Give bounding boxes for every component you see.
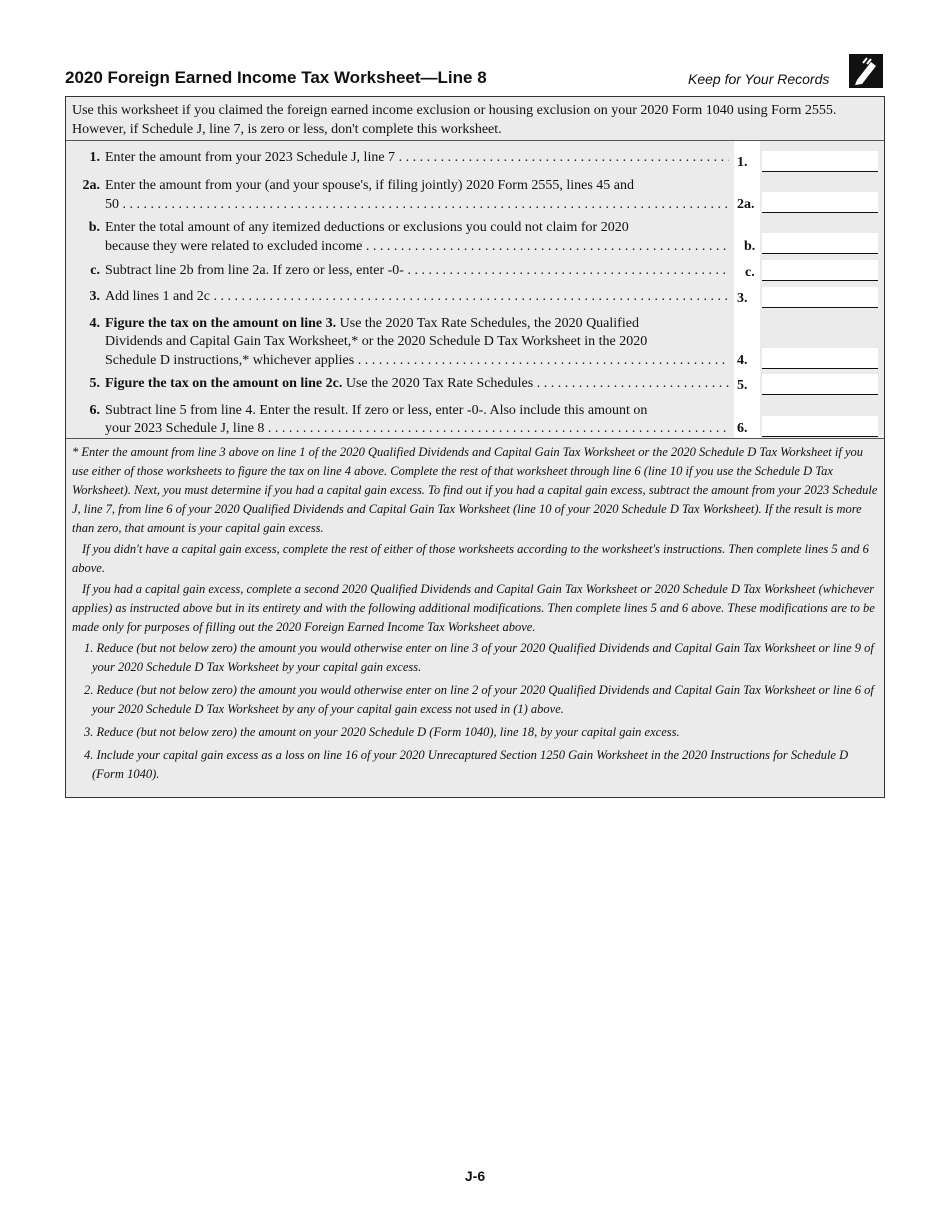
line-number: 4. — [89, 316, 100, 331]
line-text: Subtract line 2b from line 2a. If zero or less, enter -0- . . . — [105, 262, 729, 280]
page-number: J-6 — [464, 1168, 486, 1184]
line-number: 5. — [89, 376, 100, 391]
line-3-label: 3. — [737, 291, 748, 306]
line-2c-label: c. — [745, 265, 755, 280]
line-text: Add lines 1 and 2c . . . — [105, 288, 729, 306]
footnote-paragraph: If you had a capital gain excess, complete a second 2020 Qualified Dividends and Capital Gain Tax Worksheet or 2020 Schedule D Tax Worksheet (whichever applies) as instructed above but in its entirety and with the following additional modifications. Then complete lines 5 and 6 above. These modifications are to be made only for purposes of filling out the 2020 Foreign Earned Income Tax Worksheet above. — [72, 582, 875, 634]
line-text: Enter the amount from your 2023 Schedule J, line 7 . . . — [105, 149, 729, 167]
footnote-paragraph: * Enter the amount from line 3 above on line 1 of the 2020 Qualified Dividends and Capital Gain Tax Worksheet or the 2020 Schedule D Tax Worksheet if you use either of those worksheets to figure the tax on line 4 above. Complete the rest of that worksheet through line 6 (line 10 if you use the Schedule D Tax Worksheet). Next, you must determine if you had a capital gain excess. To find out if you had a capital gain excess, subtract the amount from your 2023 Schedule J, line 7, from line 6 of your 2020 Qualified Dividends and Capital Gain Tax Worksheet (line 10 of your 2020 Schedule D Tax Worksheet). If the result is more than zero, that amount is your capital gain excess. — [72, 445, 878, 535]
line-3-amount-field[interactable] — [762, 287, 878, 308]
worksheet-header — [65, 54, 885, 94]
line-text: Enter the total amount of any itemized deductions or exclusions you could not claim for 2020 — [105, 220, 629, 235]
line-2a-amount-field[interactable] — [762, 192, 878, 213]
line-text: your 2023 Schedule J, line 8 . . . — [105, 420, 729, 438]
line-1-label: 1. — [737, 155, 748, 170]
line-1-amount-field[interactable] — [762, 151, 878, 172]
worksheet-lines — [66, 141, 884, 439]
line-2b-label: b. — [744, 239, 756, 254]
line-6-label: 6. — [737, 421, 748, 436]
pencil-icon — [849, 54, 883, 88]
line-text: Figure the tax on the amount on line 3. Use the 2020 Tax Rate Schedules, the 2020 Qualified — [105, 316, 639, 331]
line-4-amount-field[interactable] — [762, 348, 878, 369]
line-number: 6. — [89, 403, 100, 418]
worksheet-title: 2020 Foreign Earned Income Tax Worksheet—Line 8 — [65, 68, 487, 87]
worksheet-intro: Use this worksheet if you claimed the foreign earned income exclusion or housing exclusion on your 2020 Form 1040 using Form 2555. However, if Schedule J, line 7, is zero or less, don't complete this worksheet. — [66, 97, 884, 141]
line-text: Subtract line 5 from line 4. Enter the result. If zero or less, enter -0-. Also include this amount on — [105, 403, 648, 418]
line-5-label: 5. — [737, 378, 748, 393]
modification-item: 1. Reduce (but not below zero) the amount you would otherwise enter on line 3 of your 2020 Qualified Dividends and Capital Gain Tax Worksheet or line 9 of your 2020 Schedule D Tax Worksheet by your capital gain excess. — [84, 641, 874, 674]
line-text: Schedule D instructions,* whichever applies . . . — [105, 352, 729, 370]
keep-for-records-label: Keep for Your Records — [688, 71, 830, 87]
line-text: because they were related to excluded income . . . — [105, 238, 729, 256]
line-2b-amount-field[interactable] — [762, 233, 878, 254]
line-text: Dividends and Capital Gain Tax Worksheet,* or the 2020 Schedule D Tax Worksheet in the 2020 — [105, 334, 648, 349]
line-text: Figure the tax on the amount on line 2c. Use the 2020 Tax Rate Schedules . . . — [105, 375, 729, 393]
line-2a-label: 2a. — [737, 197, 755, 212]
worksheet-box — [65, 96, 885, 798]
worksheet-footnotes — [66, 439, 884, 792]
line-number: c. — [90, 263, 100, 278]
line-6-amount-field[interactable] — [762, 416, 878, 437]
line-text: 50 . . . — [105, 196, 729, 214]
modification-item: 2. Reduce (but not below zero) the amount you would otherwise enter on line 2 of your 2020 Qualified Dividends and Capital Gain Tax Worksheet or line 6 of your 2020 Schedule D Tax Worksheet by any of your capital gain excess not used in (1) above. — [84, 683, 874, 716]
modification-item: 3. Reduce (but not below zero) the amount on your 2020 Schedule D (Form 1040), line 18, by your capital gain excess. — [84, 725, 680, 739]
line-4-label: 4. — [737, 353, 748, 368]
line-number: 2a. — [82, 178, 100, 193]
line-text: Enter the amount from your (and your spouse's, if filing jointly) 2020 Form 2555, lines 45 and — [105, 178, 635, 193]
line-number: 1. — [89, 150, 100, 165]
line-2c-amount-field[interactable] — [762, 260, 878, 281]
modification-item: 4. Include your capital gain excess as a loss on line 16 of your 2020 Unrecaptured Section 1250 Gain Worksheet in the 2020 Instructions for Schedule D (Form 1040). — [84, 748, 849, 781]
footnote-paragraph: If you didn't have a capital gain excess, complete the rest of either of those worksheets according to the worksheet's instructions. Then complete lines 5 and 6 above. — [72, 542, 869, 575]
line-number: b. — [88, 220, 100, 235]
line-number: 3. — [89, 289, 100, 304]
line-5-amount-field[interactable] — [762, 374, 878, 395]
